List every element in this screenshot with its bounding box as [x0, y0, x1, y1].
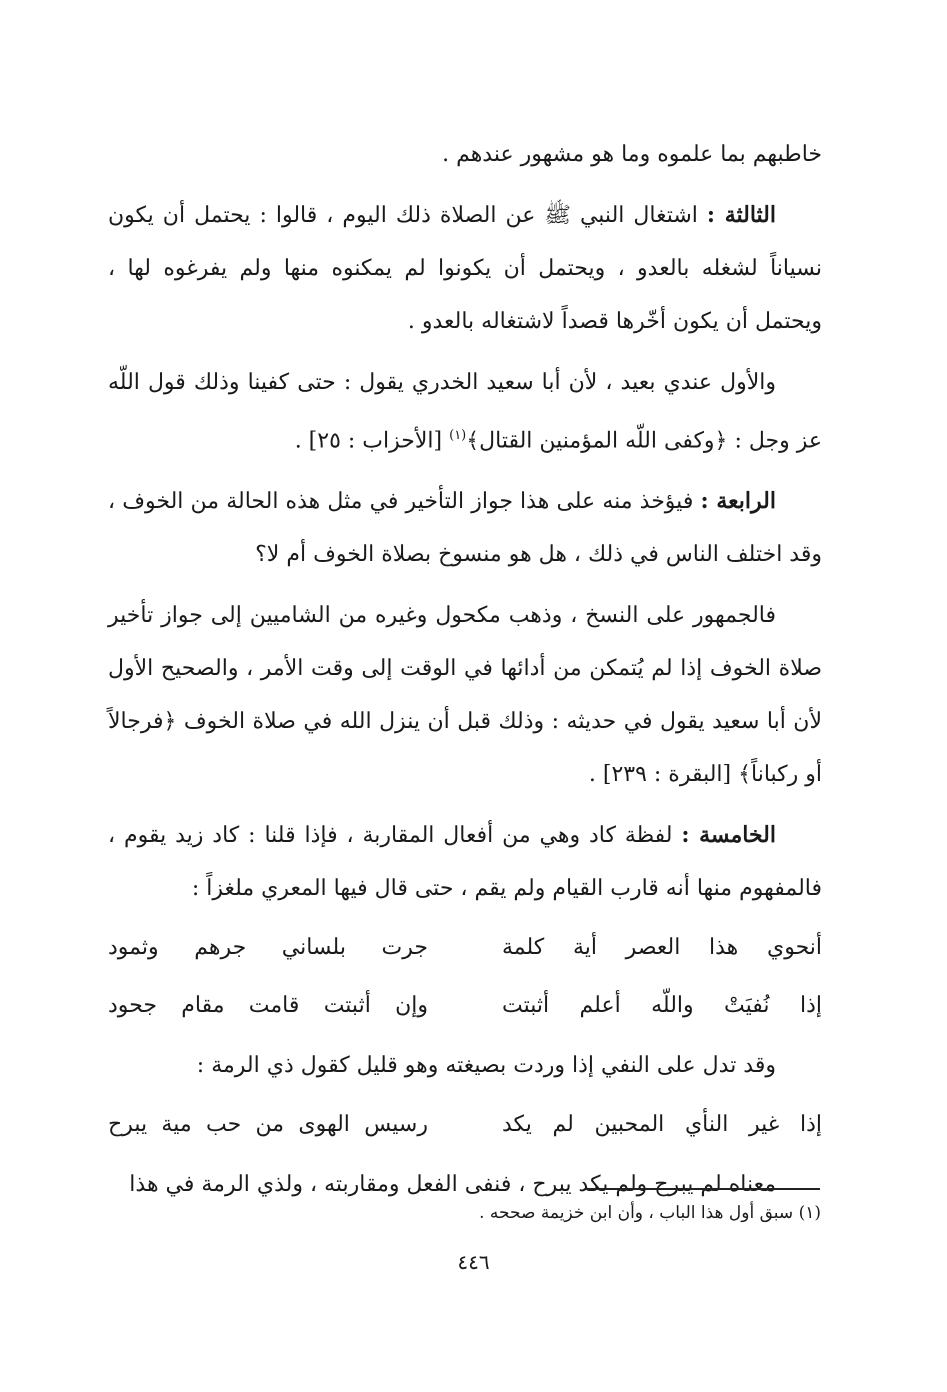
paragraph-fifth [108, 809, 822, 915]
fourth-heading: الرابعة : [700, 488, 776, 515]
poem-dhu-al-rumma [108, 1096, 822, 1154]
fifth-heading: الخامسة : [681, 822, 776, 849]
verse-line [108, 1096, 822, 1154]
first-opinion-citation: [الأحزاب : ٢٥] . [294, 428, 450, 454]
verse-first-hemistich: إذا غير النأي المحبين لم يكد [502, 1112, 822, 1138]
third-heading: الثالثة : [706, 202, 777, 228]
verse-second-hemistich: رسيس الهوى من حب مية يبرح [108, 1112, 428, 1138]
footnote-reference[interactable]: (١) [449, 428, 467, 443]
page-number-text: ٤٤٦ [457, 1250, 490, 1274]
poem-maarri [108, 919, 822, 1035]
verse-second-hemistich: جرت بلساني جرهم وثمود [108, 935, 428, 961]
verse-first-hemistich: أنحوي هذا العصر أية كلمة [502, 935, 822, 961]
footnote [321, 1198, 821, 1228]
fourth-text: فيؤخذ منه على هذا جواز التأخير في مثل هذه الحالة من الخوف ، وقد اختلف الناس في ذلك ، هل هو منسوخ بصلاة الخوف أم لا؟ [108, 489, 822, 568]
paragraph-majority [108, 589, 822, 801]
negation-text: وقد تدل على النفي إذا وردت بصيغته وهو قليل كقول ذي الرمة : [196, 1053, 776, 1079]
intro-line [108, 128, 822, 181]
footnote-text: (١) سبق أول هذا الباب ، وأن ابن خزيمة صححه . [479, 1203, 821, 1223]
footnote-divider [585, 1188, 820, 1190]
paragraph-third [108, 189, 822, 348]
paragraph-first-opinion [108, 356, 822, 467]
verse-second-hemistich: وإن أثبتت قامت مقام جحود [108, 993, 428, 1019]
third-text: اشتغال النبي ﷺ عن الصلاة ذلك اليوم ، قالوا : يحتمل أن يكون نسياناً لشغله بالعدو ، ويحتمل أن يكونوا لم يمكنوه منها ولم يفرغوه لها ، ويحتمل أن يكون أخّرها قصداً لاشتغاله بالعدو . [108, 203, 822, 334]
intro-text: خاطبهم بما علموه وما هو مشهور عندهم . [442, 142, 822, 167]
verse-first-hemistich: إذا نُفيَتْ واللّه أعلم أثبتت [502, 993, 822, 1019]
page-body [108, 128, 822, 1211]
page-number [0, 1250, 947, 1274]
paragraph-fourth [108, 475, 822, 581]
verse-line [108, 919, 822, 977]
fifth-text: لفظة كاد وهي من أفعال المقاربة ، فإذا قلنا : كاد زيد يقوم ، فالمفهوم منها أنه قارب القيام ولم يقم ، حتى قال فيها المعري ملغزاً : [108, 823, 822, 902]
first-opinion-text: والأول عندي بعيد ، لأن أبا سعيد الخدري يقول : حتى كفينا وذلك قول اللّه عز وجل : ﴿وكفى اللّه المؤمنين القتال﴾ [108, 370, 822, 454]
meaning-text: معناه لم يبرح ولم يكد يبرح ، فنفى الفعل ومقاربته ، ولذي الرمة في هذا [129, 1172, 776, 1198]
majority-text: فالجمهور على النسخ ، وذهب مكحول وغيره من الشاميين إلى جواز تأخير صلاة الخوف إذا لم يُتمكن من أدائها في الوقت إلى وقت الأمر ، والصحيح الأول لأن أبا سعيد يقول في حديثه : وذلك قبل أن ينزل الله في صلاة الخوف ﴿فرجالاً أو ركباناً﴾ [البقرة : ٢٣٩] . [108, 603, 822, 788]
verse-line [108, 977, 822, 1035]
paragraph-negation [108, 1039, 822, 1092]
